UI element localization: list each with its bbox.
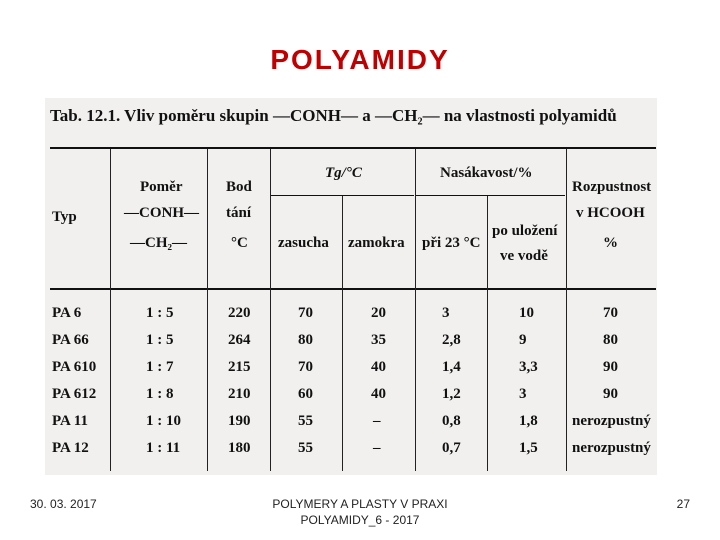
header-rozp-3: % — [603, 235, 618, 251]
header-bod-1: Bod — [226, 179, 252, 195]
column-divider — [270, 149, 271, 471]
page-number: 27 — [676, 497, 690, 511]
cell-zasucha: 80 — [298, 332, 313, 348]
header-nas-23: při 23 °C — [422, 235, 481, 251]
cell-pomer: 1 : 10 — [146, 413, 181, 429]
cell-voda: 10 — [519, 305, 534, 321]
cell-pomer: 1 : 5 — [146, 305, 174, 321]
cell-bod: 264 — [228, 332, 251, 348]
cell-bod: 210 — [228, 386, 251, 402]
cell-rozp: nerozpustný — [572, 413, 651, 429]
cell-rozp: 70 — [603, 305, 618, 321]
cell-pri23: 1,2 — [442, 386, 461, 402]
header-rozp-2: v HCOOH — [576, 205, 645, 221]
footer-center — [210, 496, 510, 528]
cell-typ: PA 612 — [52, 386, 97, 402]
cell-bod: 180 — [228, 440, 251, 456]
cell-zasucha: 70 — [298, 359, 313, 375]
header-tg: Tg/°C — [325, 165, 362, 181]
cell-rozp: 90 — [603, 359, 618, 375]
cell-bod: 215 — [228, 359, 251, 375]
cell-zamokra: 40 — [371, 359, 386, 375]
cell-typ: PA 12 — [52, 440, 89, 456]
header-pomer-2: —CONH— — [124, 205, 199, 221]
cell-zamokra: – — [373, 440, 381, 456]
footer-date: 30. 03. 2017 — [30, 497, 97, 511]
cell-pri23: 0,7 — [442, 440, 461, 456]
cell-zasucha: 55 — [298, 440, 313, 456]
table-caption: Tab. 12.1. Vliv poměru skupin —CONH— a —CH₂— na vlastnosti polyamidů — [50, 106, 617, 125]
header-nasakavost: Nasákavost/% — [440, 165, 533, 181]
cell-typ: PA 66 — [52, 332, 89, 348]
footer-course-title: POLYMERY A PLASTY V PRAXI — [272, 497, 448, 511]
cell-typ: PA 6 — [52, 305, 82, 321]
header-tg-zamokra: zamokra — [348, 235, 405, 251]
header-pomer-1: Poměr — [140, 179, 183, 195]
cell-pomer: 1 : 8 — [146, 386, 174, 402]
cell-voda: 1,5 — [519, 440, 538, 456]
header-nas-voda-1: po uložení — [492, 223, 558, 239]
cell-zasucha: 70 — [298, 305, 313, 321]
cell-zamokra: 40 — [371, 386, 386, 402]
column-divider — [415, 149, 416, 471]
header-typ: Typ — [52, 209, 77, 225]
cell-zamokra: – — [373, 413, 381, 429]
header-bod-3: °C — [231, 235, 248, 251]
cell-pomer: 1 : 7 — [146, 359, 174, 375]
nasakavost-subheader-rule — [415, 195, 565, 196]
column-divider — [487, 196, 488, 471]
header-bod-2: tání — [226, 205, 252, 221]
column-divider — [207, 149, 208, 471]
column-divider — [110, 149, 111, 471]
cell-pri23: 3 — [442, 305, 450, 321]
column-divider — [566, 149, 567, 471]
cell-pri23: 2,8 — [442, 332, 461, 348]
cell-voda: 9 — [519, 332, 527, 348]
header-nas-voda-2: ve vodě — [500, 248, 548, 264]
cell-bod: 220 — [228, 305, 251, 321]
header-tg-zasucha: zasucha — [278, 235, 329, 251]
header-pomer-3: —CH₂— — [130, 235, 187, 251]
footer-lecture-title: POLYAMIDY_6 - 2017 — [300, 513, 420, 527]
cell-pomer: 1 : 11 — [146, 440, 181, 456]
cell-rozp: nerozpustný — [572, 440, 651, 456]
cell-bod: 190 — [228, 413, 251, 429]
header-rozp-1: Rozpustnost — [572, 179, 652, 195]
slide-title: POLYAMIDY — [270, 44, 450, 75]
cell-rozp: 80 — [603, 332, 618, 348]
cell-zasucha: 55 — [298, 413, 313, 429]
cell-pri23: 1,4 — [442, 359, 461, 375]
cell-typ: PA 11 — [52, 413, 88, 429]
cell-pomer: 1 : 5 — [146, 332, 174, 348]
cell-typ: PA 610 — [52, 359, 97, 375]
cell-voda: 3 — [519, 386, 527, 402]
column-divider — [342, 196, 343, 471]
cell-voda: 3,3 — [519, 359, 538, 375]
cell-zamokra: 35 — [371, 332, 386, 348]
cell-pri23: 0,8 — [442, 413, 461, 429]
cell-zamokra: 20 — [371, 305, 386, 321]
cell-rozp: 90 — [603, 386, 618, 402]
cell-zasucha: 60 — [298, 386, 313, 402]
cell-voda: 1,8 — [519, 413, 538, 429]
